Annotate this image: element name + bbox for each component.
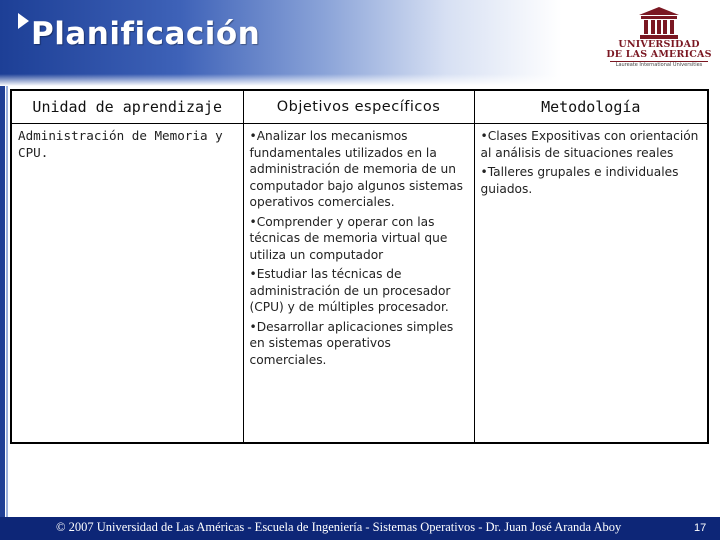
page-number: 17 (694, 522, 707, 534)
page-title: Planificación (31, 16, 261, 52)
footer-text: © 2007 Universidad de Las Américas - Escuela de Ingeniería - Sistemas Operativos - Dr. Juan José Aranda Aboy (56, 520, 622, 534)
objectives-list (250, 128, 472, 368)
table-header-row (11, 90, 708, 124)
list-item: • Estudiar las técnicas de administración de un procesador (CPU) y de múltiples procesador. (250, 266, 472, 316)
list-item: • Desarrollar aplicaciones simples en sistemas operativos comerciales. (250, 319, 472, 369)
header-objetivos: Objetivos específicos (243, 90, 474, 124)
planning-table (10, 89, 709, 444)
list-item: • Clases Expositivas con orientación al análisis de situaciones reales (481, 128, 706, 161)
list-item: • Talleres grupales e individuales guiados. (481, 164, 706, 197)
left-accent-stripe (0, 86, 5, 518)
left-accent-stripe-light (6, 86, 8, 518)
logo-tagline: Laureate International Universities (610, 61, 708, 69)
list-item: • Comprender y operar con las técnicas de memoria virtual que utiliza un computador (250, 214, 472, 264)
table-row (11, 124, 708, 444)
logo-text-line2: DE LAS AMERICAS (606, 49, 712, 60)
methodology-list (481, 128, 706, 197)
building-columns-icon (637, 6, 681, 40)
decorative-arrow-icon (18, 13, 29, 29)
university-logo (606, 6, 712, 76)
list-item: • Analizar los mecanismos fundamentales utilizados en la administración de memoria de un computador bajo algunos sistemas operativos comerciales. (250, 128, 472, 211)
logo-text-line1: UNIVERSIDAD (618, 39, 700, 50)
header-metodologia: Metodología (474, 90, 708, 124)
methodology-cell (474, 124, 708, 444)
header-unidad: Unidad de aprendizaje (11, 90, 243, 124)
objectives-cell (243, 124, 474, 444)
unit-cell: Administración de Memoria y CPU. (11, 124, 243, 444)
